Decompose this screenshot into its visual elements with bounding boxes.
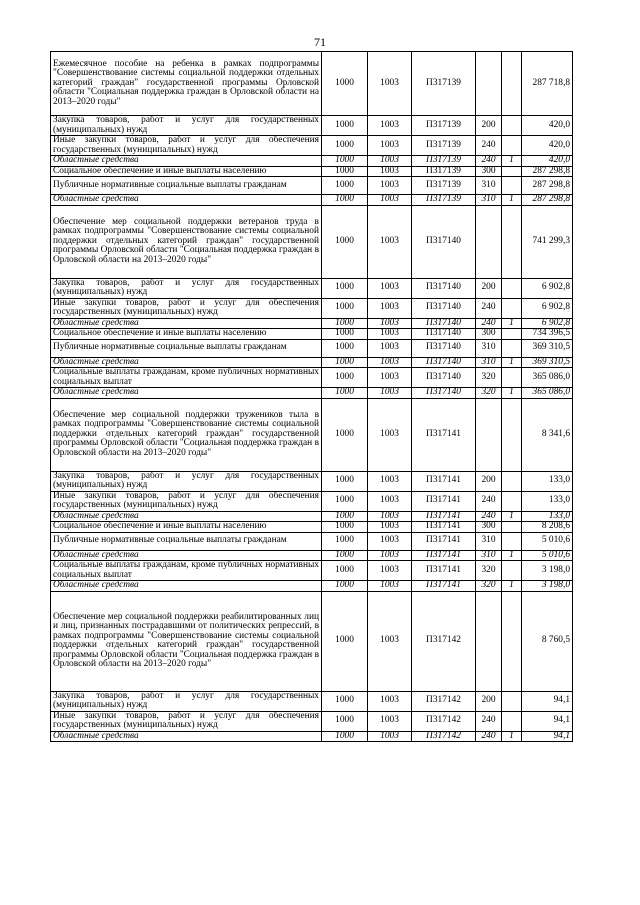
row-name: Социальное обеспечение и иные выплаты населению: [51, 166, 322, 177]
funding-source-code: 1: [502, 731, 522, 742]
target-article-code: П317140: [412, 318, 476, 329]
row-name: Областные средства: [51, 581, 322, 592]
section-code: 1000: [322, 561, 368, 581]
expense-type-code: 240: [476, 711, 502, 731]
section-code: 1000: [322, 532, 368, 550]
target-article-code: П317140: [412, 357, 476, 368]
expense-type-code: 240: [476, 491, 502, 511]
row-name: Социальное обеспечение и иные выплаты населению: [51, 522, 322, 533]
row-name: Областные средства: [51, 731, 322, 742]
row-name: Закупка товаров, работ и услуг для государственных (муниципальных) нужд: [51, 691, 322, 711]
target-article-code: П317141: [412, 581, 476, 592]
section-code: 1000: [322, 511, 368, 522]
section-code: 1000: [322, 731, 368, 742]
subsection-code: 1003: [368, 298, 412, 318]
funding-source-code: [502, 368, 522, 388]
funding-source-code: 1: [502, 357, 522, 368]
funding-source-code: [502, 471, 522, 491]
section-code: 1000: [322, 368, 368, 388]
subsection-code: 1003: [368, 195, 412, 206]
table-row: [51, 471, 573, 491]
subsection-code: 1003: [368, 205, 412, 278]
section-code: 1000: [322, 398, 368, 471]
table-row: [51, 561, 573, 581]
funding-source-code: [502, 561, 522, 581]
subsection-code: 1003: [368, 116, 412, 136]
subsection-code: 1003: [368, 357, 412, 368]
section-code: 1000: [322, 339, 368, 357]
table-row: [51, 398, 573, 471]
section-code: 1000: [322, 691, 368, 711]
target-article-code: П317141: [412, 398, 476, 471]
subsection-code: 1003: [368, 522, 412, 533]
expense-type-code: 200: [476, 691, 502, 711]
row-name: Областные средства: [51, 195, 322, 206]
table-row: [51, 581, 573, 592]
funding-source-code: [502, 591, 522, 691]
subsection-code: 1003: [368, 591, 412, 691]
funding-source-code: [502, 522, 522, 533]
expense-type-code: 310: [476, 532, 502, 550]
table-row: [51, 511, 573, 522]
target-article-code: П317140: [412, 368, 476, 388]
amount: 5 010,6: [522, 550, 573, 561]
section-code: 1000: [322, 581, 368, 592]
row-name: Публичные нормативные социальные выплаты гражданам: [51, 532, 322, 550]
amount: 94,1: [522, 711, 573, 731]
expense-type-code: 240: [476, 318, 502, 329]
table-row: [51, 166, 573, 177]
row-name: Областные средства: [51, 388, 322, 399]
funding-source-code: [502, 166, 522, 177]
page-number: 71: [314, 35, 326, 49]
row-name: Иные закупки товаров, работ и услуг для обеспечения государственных (муниципальных) нужд: [51, 491, 322, 511]
subsection-code: 1003: [368, 166, 412, 177]
expense-type-code: 320: [476, 561, 502, 581]
table-row: [51, 731, 573, 742]
amount: 365 086,0: [522, 388, 573, 399]
section-code: 1000: [322, 298, 368, 318]
section-code: 1000: [322, 388, 368, 399]
subsection-code: 1003: [368, 581, 412, 592]
expense-type-code: 300: [476, 329, 502, 340]
row-name: Публичные нормативные социальные выплаты гражданам: [51, 177, 322, 195]
section-code: 1000: [322, 52, 368, 116]
table-row: [51, 298, 573, 318]
expense-type-code: 300: [476, 166, 502, 177]
funding-source-code: 1: [502, 511, 522, 522]
table-row: [51, 318, 573, 329]
subsection-code: 1003: [368, 52, 412, 116]
subsection-code: 1003: [368, 532, 412, 550]
amount: 420,0: [522, 136, 573, 156]
funding-source-code: [502, 532, 522, 550]
amount: 6 902,8: [522, 278, 573, 298]
table-row: [51, 368, 573, 388]
expense-type-code: 310: [476, 177, 502, 195]
amount: 287 298,8: [522, 166, 573, 177]
expense-type-code: 310: [476, 357, 502, 368]
table-row: [51, 116, 573, 136]
expense-type-code: 320: [476, 581, 502, 592]
subsection-code: 1003: [368, 511, 412, 522]
amount: 287 718,8: [522, 52, 573, 116]
row-name: Областные средства: [51, 156, 322, 167]
target-article-code: П317141: [412, 550, 476, 561]
funding-source-code: [502, 205, 522, 278]
amount: 365 086,0: [522, 368, 573, 388]
row-name: Областные средства: [51, 318, 322, 329]
expense-type-code: 300: [476, 522, 502, 533]
funding-source-code: [502, 136, 522, 156]
funding-source-code: [502, 52, 522, 116]
funding-source-code: 1: [502, 388, 522, 399]
target-article-code: П317140: [412, 329, 476, 340]
row-name: Социальные выплаты гражданам, кроме публичных нормативных социальных выплат: [51, 561, 322, 581]
expense-type-code: 320: [476, 368, 502, 388]
section-code: 1000: [322, 156, 368, 167]
row-name: Областные средства: [51, 550, 322, 561]
expense-type-code: 240: [476, 298, 502, 318]
expense-type-code: [476, 52, 502, 116]
budget-rows: [51, 52, 573, 742]
amount: 94,1: [522, 731, 573, 742]
target-article-code: П317139: [412, 136, 476, 156]
table-row: [51, 522, 573, 533]
row-name: Областные средства: [51, 511, 322, 522]
expense-type-code: 240: [476, 136, 502, 156]
amount: 369 310,5: [522, 339, 573, 357]
target-article-code: П317141: [412, 532, 476, 550]
subsection-code: 1003: [368, 329, 412, 340]
target-article-code: П317139: [412, 52, 476, 116]
funding-source-code: [502, 398, 522, 471]
target-article-code: П317141: [412, 511, 476, 522]
table-row: [51, 357, 573, 368]
expense-type-code: 320: [476, 388, 502, 399]
amount: 420,0: [522, 156, 573, 167]
funding-source-code: [502, 298, 522, 318]
subsection-code: 1003: [368, 156, 412, 167]
table-row: [51, 388, 573, 399]
target-article-code: П317139: [412, 116, 476, 136]
expense-type-code: 200: [476, 471, 502, 491]
table-row: [51, 532, 573, 550]
row-name: Обеспечение мер социальной поддержки тружеников тыла в рамках подпрограммы "Совершенствование системы социальной поддержки отдельных категорий граждан" государственной программы Орловской области "Социальная поддержка граждан в Орловской области на 2013–2020 годы": [51, 398, 322, 471]
table-row: [51, 711, 573, 731]
section-code: 1000: [322, 195, 368, 206]
subsection-code: 1003: [368, 561, 412, 581]
target-article-code: П317139: [412, 195, 476, 206]
table-row: [51, 591, 573, 691]
row-name: Социальные выплаты гражданам, кроме публичных нормативных социальных выплат: [51, 368, 322, 388]
funding-source-code: [502, 329, 522, 340]
table-row: [51, 691, 573, 711]
row-name: Иные закупки товаров, работ и услуг для обеспечения государственных (муниципальных) нужд: [51, 711, 322, 731]
table-row: [51, 195, 573, 206]
expense-type-code: 240: [476, 511, 502, 522]
funding-source-code: 1: [502, 550, 522, 561]
amount: 8 208,6: [522, 522, 573, 533]
funding-source-code: 1: [502, 581, 522, 592]
table-row: [51, 52, 573, 116]
row-name: Закупка товаров, работ и услуг для государственных (муниципальных) нужд: [51, 278, 322, 298]
expense-type-code: [476, 398, 502, 471]
expense-type-code: 240: [476, 731, 502, 742]
row-name: Закупка товаров, работ и услуг для государственных (муниципальных) нужд: [51, 471, 322, 491]
subsection-code: 1003: [368, 731, 412, 742]
subsection-code: 1003: [368, 711, 412, 731]
subsection-code: 1003: [368, 398, 412, 471]
row-name: Закупка товаров, работ и услуг для государственных (муниципальных) нужд: [51, 116, 322, 136]
amount: 8 341,6: [522, 398, 573, 471]
table-row: [51, 491, 573, 511]
target-article-code: П317140: [412, 339, 476, 357]
subsection-code: 1003: [368, 318, 412, 329]
expense-type-code: [476, 591, 502, 691]
row-name: Иные закупки товаров, работ и услуг для обеспечения государственных (муниципальных) нужд: [51, 136, 322, 156]
table-row: [51, 329, 573, 340]
funding-source-code: 1: [502, 195, 522, 206]
target-article-code: П317142: [412, 731, 476, 742]
subsection-code: 1003: [368, 368, 412, 388]
row-name: Обеспечение мер социальной поддержки реабилитированных лиц и лиц, признанных пострадавшими от политических репрессий, в рамках подпрограммы "Совершенствование системы социальной поддержки отдельных категорий граждан" государственной программы Орловской области "Социальная поддержка граждан в Орловской области на 2013–2020 годы": [51, 591, 322, 691]
amount: 133,0: [522, 491, 573, 511]
table-row: [51, 136, 573, 156]
expense-type-code: [476, 205, 502, 278]
section-code: 1000: [322, 591, 368, 691]
funding-source-code: [502, 278, 522, 298]
amount: 741 299,3: [522, 205, 573, 278]
expense-type-code: 240: [476, 156, 502, 167]
amount: 133,0: [522, 471, 573, 491]
target-article-code: П317142: [412, 591, 476, 691]
subsection-code: 1003: [368, 388, 412, 399]
section-code: 1000: [322, 116, 368, 136]
amount: 420,0: [522, 116, 573, 136]
subsection-code: 1003: [368, 278, 412, 298]
subsection-code: 1003: [368, 491, 412, 511]
table-row: [51, 278, 573, 298]
amount: 5 010,6: [522, 532, 573, 550]
target-article-code: П317141: [412, 522, 476, 533]
amount: 94,1: [522, 691, 573, 711]
section-code: 1000: [322, 522, 368, 533]
funding-source-code: 1: [502, 318, 522, 329]
table-row: [51, 156, 573, 167]
target-article-code: П317140: [412, 388, 476, 399]
amount: 8 760,5: [522, 591, 573, 691]
funding-source-code: [502, 691, 522, 711]
budget-table: [50, 51, 573, 742]
target-article-code: П317139: [412, 156, 476, 167]
subsection-code: 1003: [368, 177, 412, 195]
row-name: Социальное обеспечение и иные выплаты населению: [51, 329, 322, 340]
section-code: 1000: [322, 329, 368, 340]
target-article-code: П317142: [412, 711, 476, 731]
amount: 734 396,5: [522, 329, 573, 340]
funding-source-code: [502, 116, 522, 136]
subsection-code: 1003: [368, 691, 412, 711]
section-code: 1000: [322, 177, 368, 195]
funding-source-code: [502, 711, 522, 731]
target-article-code: П317141: [412, 561, 476, 581]
section-code: 1000: [322, 711, 368, 731]
row-name: Ежемесячное пособие на ребенка в рамках подпрограммы "Совершенствование системы социальной поддержки отдельных категорий граждан" государственной программы Орловской области "Социальная поддержка граждан в Орловской области на 2013–2020 годы": [51, 52, 322, 116]
section-code: 1000: [322, 205, 368, 278]
expense-type-code: 200: [476, 116, 502, 136]
expense-type-code: 310: [476, 195, 502, 206]
target-article-code: П317140: [412, 205, 476, 278]
table-row: [51, 205, 573, 278]
amount: 287 298,8: [522, 177, 573, 195]
amount: 287 298,8: [522, 195, 573, 206]
row-name: Публичные нормативные социальные выплаты гражданам: [51, 339, 322, 357]
expense-type-code: 200: [476, 278, 502, 298]
target-article-code: П317142: [412, 691, 476, 711]
table-row: [51, 550, 573, 561]
amount: 369 310,5: [522, 357, 573, 368]
row-name: Областные средства: [51, 357, 322, 368]
target-article-code: П317140: [412, 278, 476, 298]
table-row: [51, 177, 573, 195]
section-code: 1000: [322, 491, 368, 511]
row-name: Обеспечение мер социальной поддержки ветеранов труда в рамках подпрограммы "Совершенствование системы социальной поддержки отдельных категорий граждан" государственной программы Орловской области "Социальная поддержка граждан в Орловской области на 2013–2020 годы": [51, 205, 322, 278]
section-code: 1000: [322, 471, 368, 491]
expense-type-code: 310: [476, 550, 502, 561]
subsection-code: 1003: [368, 471, 412, 491]
section-code: 1000: [322, 550, 368, 561]
target-article-code: П317141: [412, 471, 476, 491]
target-article-code: П317141: [412, 491, 476, 511]
expense-type-code: 310: [476, 339, 502, 357]
target-article-code: П317139: [412, 166, 476, 177]
amount: 6 902,8: [522, 318, 573, 329]
funding-source-code: 1: [502, 156, 522, 167]
subsection-code: 1003: [368, 339, 412, 357]
section-code: 1000: [322, 318, 368, 329]
funding-source-code: [502, 177, 522, 195]
table-row: [51, 339, 573, 357]
subsection-code: 1003: [368, 550, 412, 561]
subsection-code: 1003: [368, 136, 412, 156]
section-code: 1000: [322, 357, 368, 368]
section-code: 1000: [322, 278, 368, 298]
amount: 3 198,0: [522, 561, 573, 581]
amount: 3 198,0: [522, 581, 573, 592]
target-article-code: П317139: [412, 177, 476, 195]
section-code: 1000: [322, 136, 368, 156]
row-name: Иные закупки товаров, работ и услуг для обеспечения государственных (муниципальных) нужд: [51, 298, 322, 318]
funding-source-code: [502, 339, 522, 357]
funding-source-code: [502, 491, 522, 511]
section-code: 1000: [322, 166, 368, 177]
amount: 133,0: [522, 511, 573, 522]
amount: 6 902,8: [522, 298, 573, 318]
target-article-code: П317140: [412, 298, 476, 318]
